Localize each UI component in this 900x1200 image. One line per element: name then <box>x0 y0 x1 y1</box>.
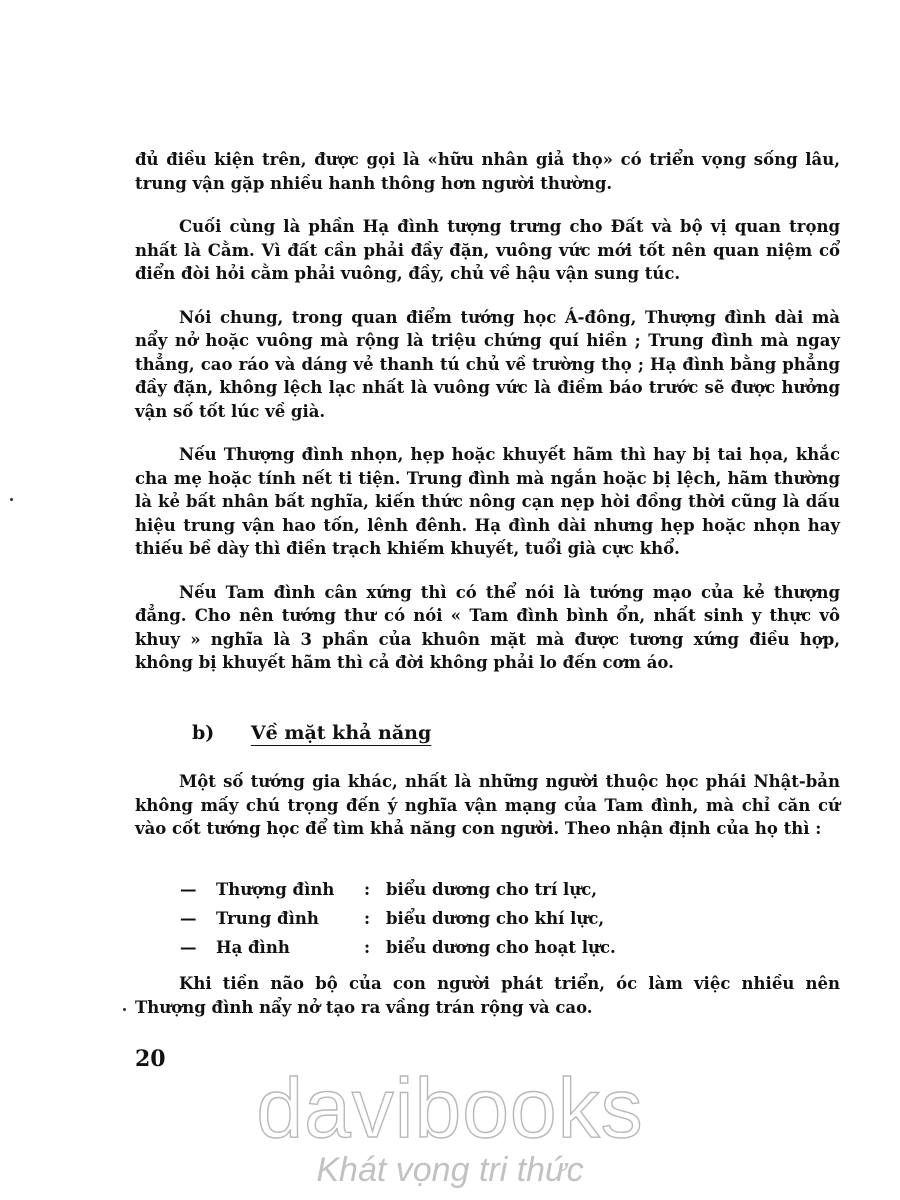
paragraph-continuation: đủ điều kiện trên, được gọi là «hữu nhân giả thọ» có triển vọng sống lâu, trung vận gặp nhiều hanh thông hơn người thường. <box>135 150 840 193</box>
list-desc: biểu dương cho trí lực, <box>386 880 598 899</box>
list-desc: biểu dương cho khí lực, <box>386 909 605 928</box>
paragraph-balance: Nếu Tam đình cân xứng thì có thể nói là tướng mạo của kẻ thượng đẳng. Cho nên tướng thư có nói « Tam đình bình ổn, nhất sinh y thực vô khuy » nghĩa là 3 phần của khuôn mặt mà được tương xứng điều hợp, không bị khuyết hãm thì cả đời không phải lo đến cơm áo. <box>135 582 840 672</box>
body-text-section <box>135 770 840 841</box>
list-item: — Hạ đình : biểu dương cho hoạt lực. <box>180 938 616 967</box>
paragraph-last: Khi tiền não bộ của con người phát triển, óc làm việc nhiều nên Thượng đình nẩy nở tạo ra vầng trán rộng và cao. <box>135 974 840 1017</box>
paragraph-defects: Nếu Thượng đình nhọn, hẹp hoặc khuyết hãm thì hay bị tai họa, khắc cha mẹ hoặc tính nết ti tiện. Trung đình mà ngắn hoặc bị lệch, hãm thường là kẻ bất nhân bất nghĩa, kiến thức nông cạn nẹp hòi đồng thời cũng là dấu hiệu trung vận hao tốn, lênh đênh. Hạ đình dài nhưng hẹp hoặc nhọn hay thiếu bề dày thì điền trạch khiếm khuyết, tuổi già cực khổ. <box>135 445 840 558</box>
scan-speck <box>123 1008 126 1011</box>
watermark <box>0 1060 900 1190</box>
list-term: Trung đình <box>216 909 319 928</box>
definition-list <box>180 880 616 967</box>
body-text-last <box>135 972 840 1019</box>
paragraph-summary: Nói chung, trong quan điểm tướng học Á-đông, Thượng đình dài mà nẩy nở hoặc vuông mà rộng là triệu chứng quí hiền ; Trung đình mà ngay thẳng, cao ráo và dáng vẻ thanh tú chủ về trường thọ ; Hạ đình bằng phẳng đầy đặn, không lệch lạc nhất là vuông vức là điềm báo trước sẽ được hưởng vận số tốt lúc về già. <box>135 307 840 421</box>
watermark-tagline: Khát vọng tri thức <box>316 1151 584 1189</box>
section-heading <box>192 722 431 744</box>
scan-speck <box>10 498 13 501</box>
section-marker: b) <box>192 722 215 744</box>
list-term: Thượng đình <box>216 880 335 899</box>
list-item: — Trung đình : biểu dương cho khí lực, <box>180 909 616 938</box>
watermark-logo: davibooks <box>256 1061 644 1155</box>
list-term: Hạ đình <box>216 938 290 957</box>
list-desc: biểu dương cho hoạt lực. <box>386 938 616 957</box>
page-number: 20 <box>135 1046 166 1072</box>
body-text-top <box>135 148 840 675</box>
list-item: — Thượng đình : biểu dương cho trí lực, <box>180 880 616 909</box>
section-title: Về mặt khả năng <box>250 722 432 744</box>
paragraph-ability: Một số tướng gia khác, nhất là những người thuộc học phái Nhật-bản không mấy chú trọng đến ý nghĩa vận mạng của Tam đình, mà chỉ căn cứ vào cốt tướng học để tìm khả năng con người. Theo nhận định của họ thì : <box>135 772 840 838</box>
paragraph-ha-dinh: Cuối cùng là phần Hạ đình tượng trưng cho Đất và bộ vị quan trọng nhất là Cằm. Vì đất cần phải đầy đặn, vuông vức mới tốt nên quan niệm cổ điển đòi hỏi cằm phải vuông, đầy, chủ về hậu vận sung túc. <box>135 217 840 283</box>
